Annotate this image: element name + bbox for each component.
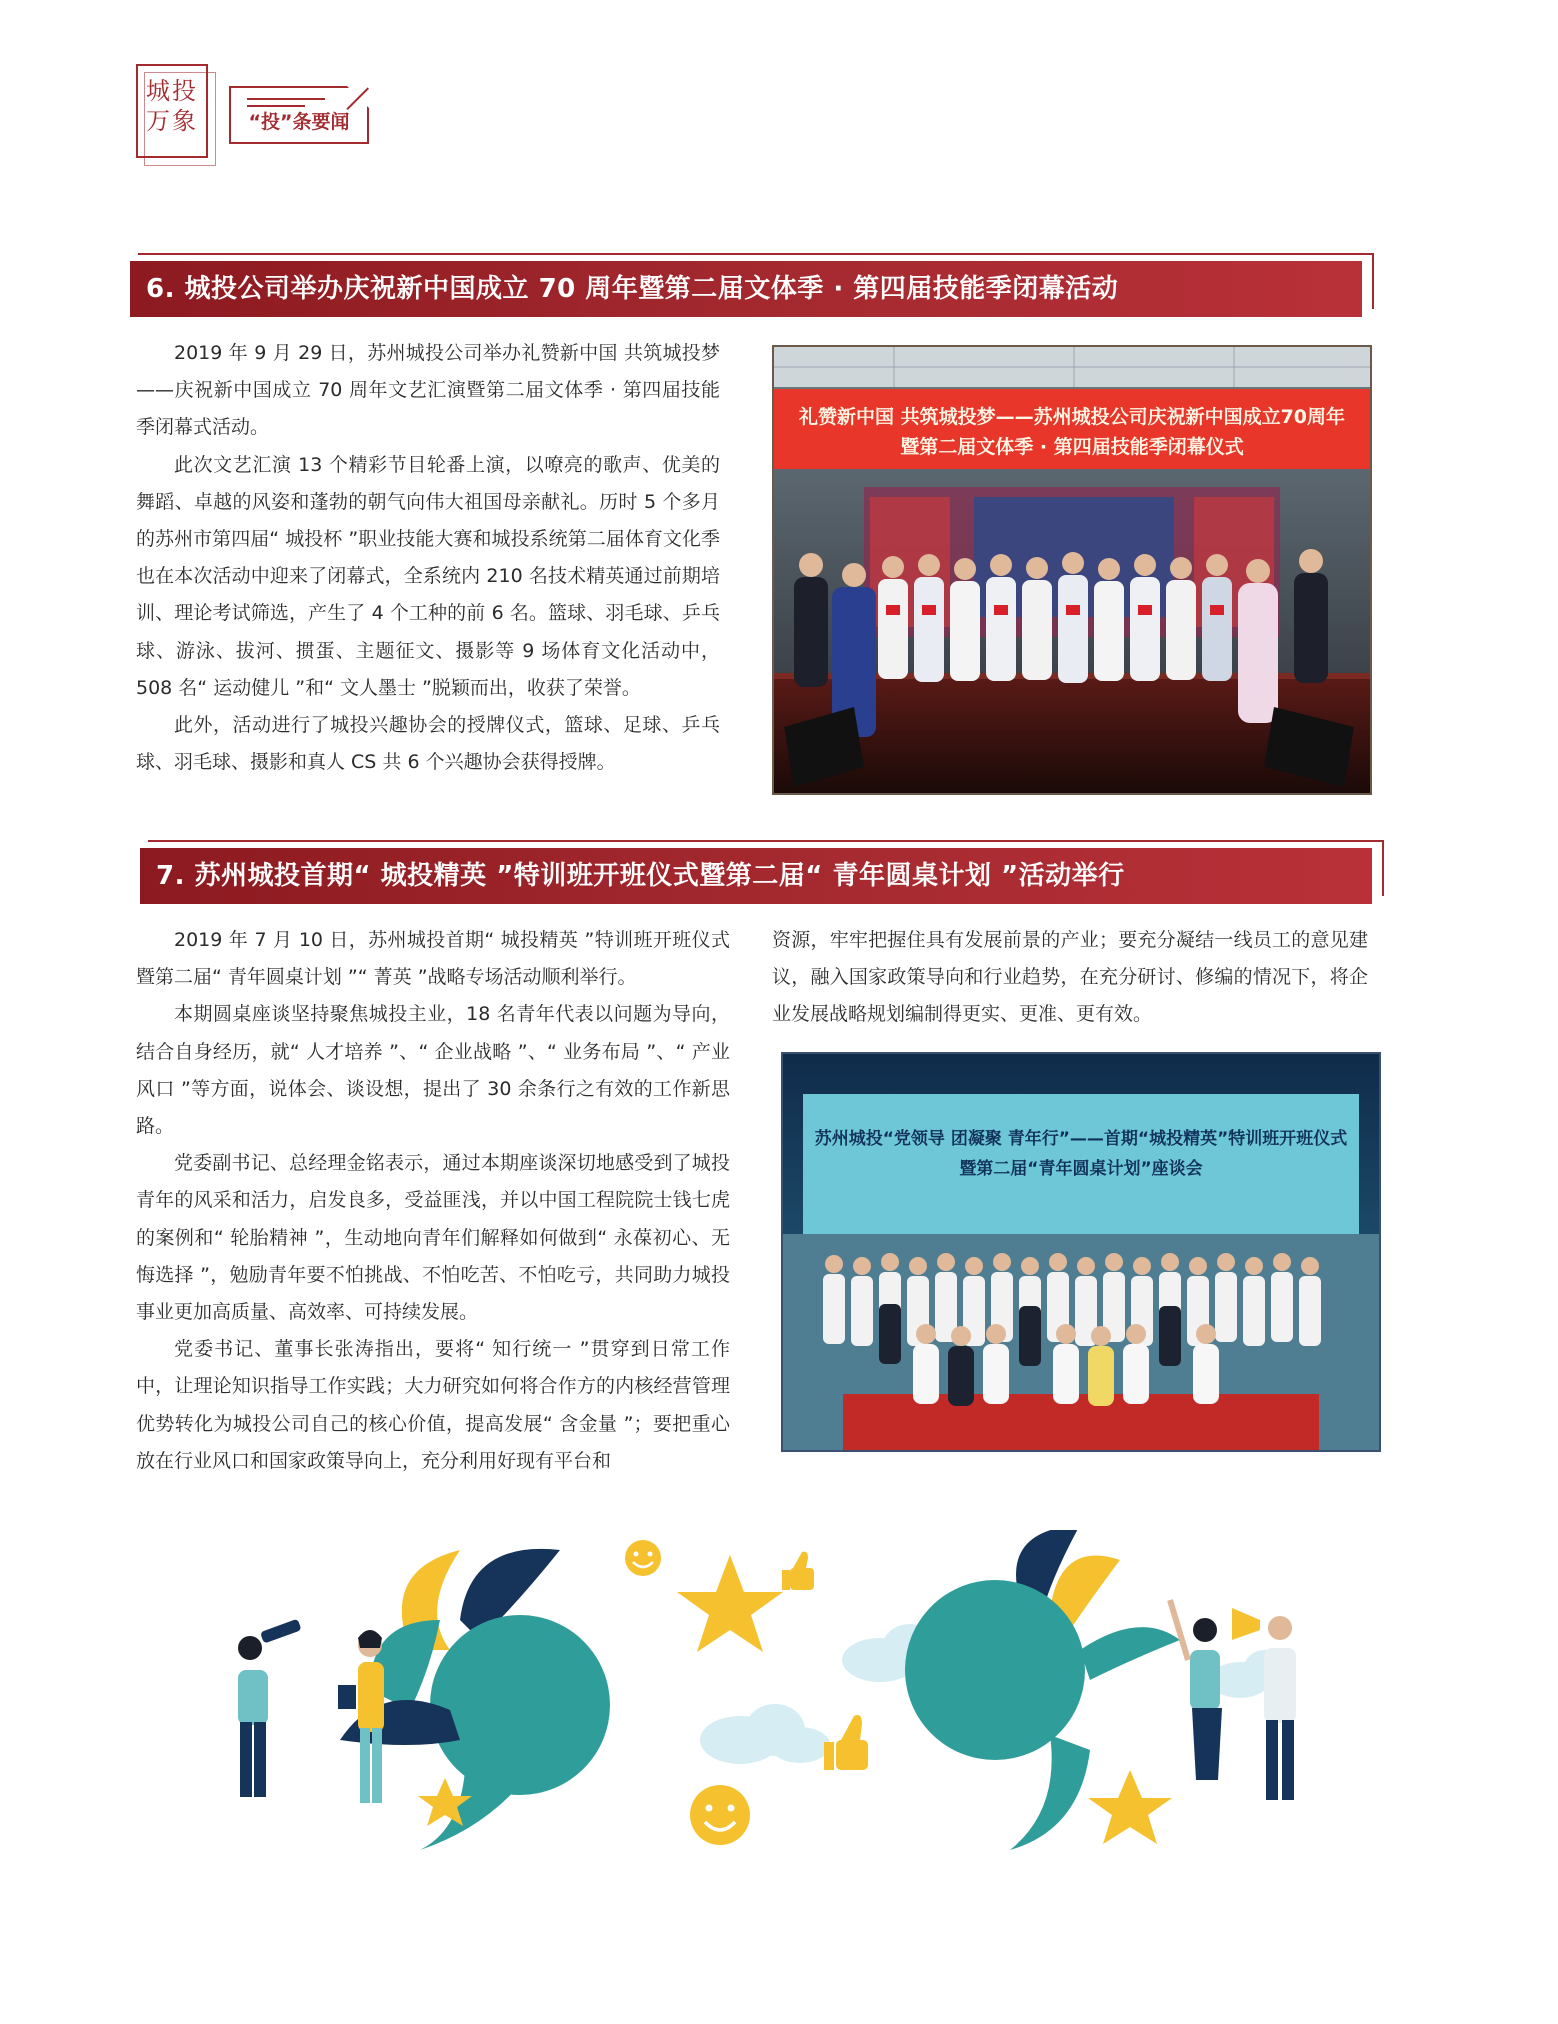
paragraph: 2019 年 7 月 10 日，苏州城投首期“ 城投精英 ”特训班开班仪式暨第二届“ 青年圆桌计划 ”“ 菁英 ”战略专场活动顺利举行。 — [136, 929, 730, 989]
column-label: “投”条要闻 — [248, 111, 350, 133]
paragraph: 2019 年 9 月 29 日，苏州城投公司举办礼赞新中国 共筑城投梦——庆祝新中国成立 70 周年文艺汇演暨第二届文体季 · 第四届技能季闭幕式活动。 — [136, 342, 720, 439]
paragraph: 此外，活动进行了城投兴趣协会的授牌仪式，篮球、足球、乒乓球、羽毛球、摄影和真人 CS 共 6 个兴趣协会获得授牌。 — [136, 714, 720, 774]
paragraph: 党委书记、董事长张涛指出，要将“ 知行统一 ”贯穿到日常工作中，让理论知识指导工作实践；大力研究如何将合作方的内核经营管理优势转化为城投公司自己的核心价值，提高发展“ 含金量 ”；要把重心放在行业风口和国家政策导向上，充分利用好现有平台和 — [136, 1338, 730, 1472]
person-telescope-icon — [238, 1619, 302, 1797]
section-7-title: 7. 苏州城投首期“ 城投精英 ”特训班开班仪式暨第二届“ 青年圆桌计划 ”活动举行 — [156, 861, 1125, 891]
logo-line-2: 万象 — [146, 107, 198, 135]
column-tag — [229, 86, 369, 144]
photo-banner-line-1: 苏州城投“党领导 团凝聚 青年行”——首期“城投精英”特训班开班仪式 — [814, 1129, 1348, 1149]
section-7-heading — [140, 848, 1372, 904]
section-7-right-column — [772, 922, 1368, 1034]
photo-banner-line-2: 暨第二届文体季 · 第四届技能季闭幕仪式 — [900, 436, 1244, 458]
paragraph: 党委副书记、总经理金铭表示，通过本期座谈深切地感受到了城投青年的风采和活力，启发良多，受益匪浅，并以中国工程院院士钱七虎的案例和“ 轮胎精神 ”，生动地向青年们解释如何做到“ 永葆初心、无悔选择 ”，勉励青年要不怕挑战、不怕吃苦、不怕吃亏，共同助力城投事业更加高质量、高效率、可持续发展。 — [136, 1152, 730, 1324]
photo-banner-line-2: 暨第二届“青年圆桌计划”座谈会 — [959, 1159, 1203, 1179]
section-6-title: 6. 城投公司举办庆祝新中国成立 70 周年暨第二届文体季 · 第四届技能季闭幕活动 — [146, 274, 1119, 304]
stage-performance-photo — [772, 345, 1372, 795]
paragraph: 本期圆桌座谈坚持聚焦城投主业，18 名青年代表以问题为导向，结合自身经历，就“ 人才培养 ”、“ 企业战略 ”、“ 业务布局 ”、“ 产业风口 ”等方面，说体会、谈设想，提出了 30 余条行之有效的工作新思路。 — [136, 1003, 730, 1138]
section-6-body — [136, 335, 720, 781]
megaphone-icon — [1232, 1608, 1296, 1800]
person-pointing-icon — [1170, 1600, 1222, 1780]
photo-banner-line-1: 礼赞新中国 共筑城投梦——苏州城投公司庆祝新中国成立70周年 — [798, 406, 1346, 428]
section-6-heading — [130, 261, 1362, 317]
magazine-logo — [136, 64, 208, 158]
paragraph: 此次文艺汇演 13 个精彩节目轮番上演，以嘹亮的歌声、优美的舞蹈、卓越的风姿和蓬勃的朝气向伟大祖国母亲献礼。历时 5 个多月的苏州市第四届“ 城投杯 ”职业技能大赛和城投系统第二届体育文化季也在本次活动中迎来了闭幕式，全系统内 210 名技术精英通过前期培训、理论考试筛选，产生了 4 个工种的前 6 名。篮球、羽毛球、乒乓球、游泳、拔河、掼蛋、主题征文、摄影等 9 场体育文化活动中，508 名“ 运动健儿 ”和“ 文人墨士 ”脱颖而出，收获了荣誉。 — [136, 453, 720, 699]
paragraph: 资源，牢牢把握住具有发展前景的产业；要充分凝结一线员工的意见建议，融入国家政策导向和行业趋势，在充分研讨、修编的情况下，将企业发展战略规划编制得更实、更准、更有效。 — [772, 929, 1368, 1026]
teamwork-illustration — [220, 1530, 1370, 1870]
group-photo — [781, 1052, 1381, 1452]
logo-line-1: 城投 — [146, 77, 198, 105]
section-7-left-column — [136, 922, 730, 1480]
